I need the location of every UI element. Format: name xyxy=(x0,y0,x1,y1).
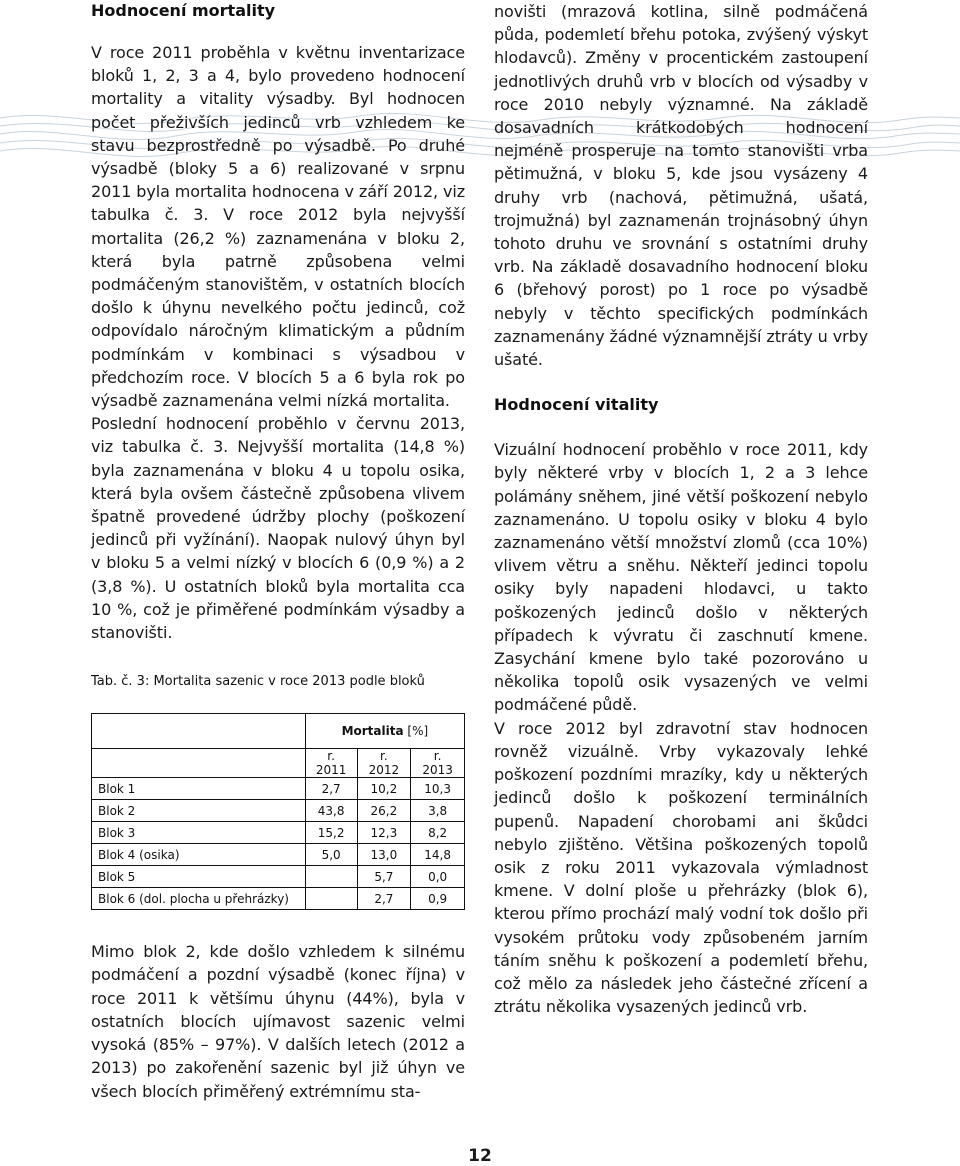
paragraph-mortality-3: Mimo blok 2, kde došlo vzhledem k silnému podmáčení a pozdní výsadbě (konec října) v roce 2011 k většímu úhynu (44%), byla v ostatních blocích ujímavost sazenic velmi vysoká (85% – 97%). V dalších letech (2012 a 2013) po zakořenění sazenic byl již úhyn ve všech blocích přiměřený extrémnímu sta- xyxy=(91,942,465,1101)
year-2013: r. 2013 xyxy=(411,749,465,778)
paragraph-mortality-1: V roce 2011 proběhla v květnu inventarizace bloků 1, 2, 3 a 4, bylo provedeno hodnocení mortality a vitality výsadby. Byl hodnocen počet přeživších jedinců vrb vzhledem ke stavu bezprostředně po výsadbě. Po druhé výsadbě (bloky 5 a 6) realizované v srpnu 2011 byla mortalita hodnocena v září 2012, viz tabulka č. 3. V roce 2012 byla nejvyšší mortalita (26,2 %) zaznamenána v bloku 2, která byla patrně způsobena velmi podmáčeným stanovištěm, v ostatních blocích došlo k úhynu nevelkého počtu jedinců, což odpovídalo náročným klimatickým a půdním podmínkám v kombinaci s výsadbou v předchozím roce. V blocích 5 a 6 byla rok po výsadbě zaznamenána velmi nízká mortalita. xyxy=(91,43,466,411)
cell-2011 xyxy=(305,866,357,888)
year-2012: r. 2012 xyxy=(357,749,411,778)
cell-2013: 0,0 xyxy=(411,866,465,888)
page-number: 12 xyxy=(468,1146,492,1166)
cell-2012: 26,2 xyxy=(357,800,411,822)
table-header-empty xyxy=(92,714,306,749)
cell-2011: 5,0 xyxy=(305,844,357,866)
cell-2012: 10,2 xyxy=(357,778,411,800)
cell-2013: 14,8 xyxy=(411,844,465,866)
row-label: Blok 2 xyxy=(92,800,306,822)
section-heading-vitality: Hodnocení vitality xyxy=(494,395,659,415)
right-column xyxy=(494,0,868,1018)
row-label: Blok 6 (dol. plocha u přehrázky) xyxy=(92,888,306,910)
cell-2013: 8,2 xyxy=(411,822,465,844)
mortality-table xyxy=(91,713,465,910)
table-row xyxy=(92,866,465,888)
section-heading-mortality: Hodnocení mortality xyxy=(91,1,276,20)
cell-2013: 3,8 xyxy=(411,800,465,822)
header-mortality-label: Mortalita xyxy=(341,724,404,739)
table-year-empty xyxy=(92,749,306,778)
cell-2013: 0,9 xyxy=(411,888,465,910)
cell-2012: 5,7 xyxy=(357,866,411,888)
left-column xyxy=(91,0,465,1103)
table-year-row xyxy=(92,749,465,778)
row-label: Blok 4 (osika) xyxy=(92,844,306,866)
paragraph-vitality-2: V roce 2012 byl zdravotní stav hodnocen rovněž vizuálně. Vrby vykazovaly lehké poškození pozdními mrazíky, kdy u některých jedinců došlo k poškození terminálních pupenů. Napadení chorobami ani škůdci nebylo zjištěno. Většina poškozených topolů osik z roku 2011 vykazovala výmladnost kmene. V dolní ploše u přehrázky (blok 6), kterou přímo prochází malý vodní tok došlo při vysokém průtoku vody způsobeném jarním táním sněhu k poškození a podemletí břehu, což mělo za následek jeho částečné zřícení a ztrátu několika vysazených jedinců vrb. xyxy=(494,718,868,1017)
cell-2012: 12,3 xyxy=(357,822,411,844)
row-label: Blok 3 xyxy=(92,822,306,844)
paragraph-vitality-1: Vizuální hodnocení proběhlo v roce 2011, kdy byly některé vrby v blocích 1, 2 a 3 lehce polámány sněhem, jiné větší poškození nebylo zaznamenáno. U topolu osiky v bloku 4 bylo zaznamenáno větší množství zlomů (cca 10%) vlivem větru a sněhu. Někteří jedinci topolu osiky byly napadeni hlodavci, u takto poškozených jedinců došlo v některých případech k vývratu či zaschnutí kmene. Zasychání kmene bylo také pozorováno u několika topolů osik vysazených ve velmi podmáčené půdě. xyxy=(494,440,868,715)
table-row xyxy=(92,800,465,822)
paragraph-mortality-2: Poslední hodnocení proběhlo v červnu 2013, viz tabulka č. 3. Nejvyšší mortalita (14,8 %) byla zaznamenána v bloku 4 u topolu osika, která byla ovšem částečně způsobena vlivem špatně provedené údržby plochy (poškození jedinců při vyžínání). Naopak nulový úhyn byl v bloku 5 a velmi nízký v blocích 6 (0,9 %) a 2 (3,8 %). U ostatních bloků byla mortalita cca 10 %, což je přiměřené podmínkám výsadby a stanovišti. xyxy=(91,414,465,643)
cell-2012: 13,0 xyxy=(357,844,411,866)
table-header-row xyxy=(92,714,465,749)
cell-2012: 2,7 xyxy=(357,888,411,910)
table-row xyxy=(92,822,465,844)
cell-2011: 15,2 xyxy=(305,822,357,844)
table-header-mortality xyxy=(305,714,464,749)
cell-2011: 2,7 xyxy=(305,778,357,800)
table-caption: Tab. č. 3: Mortalita sazenic v roce 2013 podle bloků xyxy=(91,674,425,690)
cell-2011 xyxy=(305,888,357,910)
table-row xyxy=(92,778,465,800)
row-label: Blok 1 xyxy=(92,778,306,800)
table-row xyxy=(92,844,465,866)
cell-2011: 43,8 xyxy=(305,800,357,822)
table-row xyxy=(92,888,465,910)
year-2011: r. 2011 xyxy=(305,749,357,778)
paragraph-continued: novišti (mrazová kotlina, silně podmáčená půda, podemletí břehu potoka, zvýšený výskyt hlodavců). Změny v procentickém zastoupení jednotlivých druhů vrb v blocích od výsadby v roce 2010 nebyly významné. Na základě dosavadních krátkodobých hodnocení nejméně prosperuje na tomto stanovišti vrba pětimužná, v bloku 5, kde jsou vysázeny 4 druhy vrb (nachová, pětimužná, ušatá, trojmužná) byl zaznamenán trojnásobný úhyn tohoto druhu ve srovnání s ostatními druhy vrb. Na základě dosavadního hodnocení bloku 6 (břehový porost) po 1 roce po výsadbě nebyly v těchto specifických podmínkách zaznamenány žádné významnější ztráty u vrby ušaté. xyxy=(494,2,868,370)
header-unit-label: [%] xyxy=(407,724,429,739)
row-label: Blok 5 xyxy=(92,866,306,888)
cell-2013: 10,3 xyxy=(411,778,465,800)
